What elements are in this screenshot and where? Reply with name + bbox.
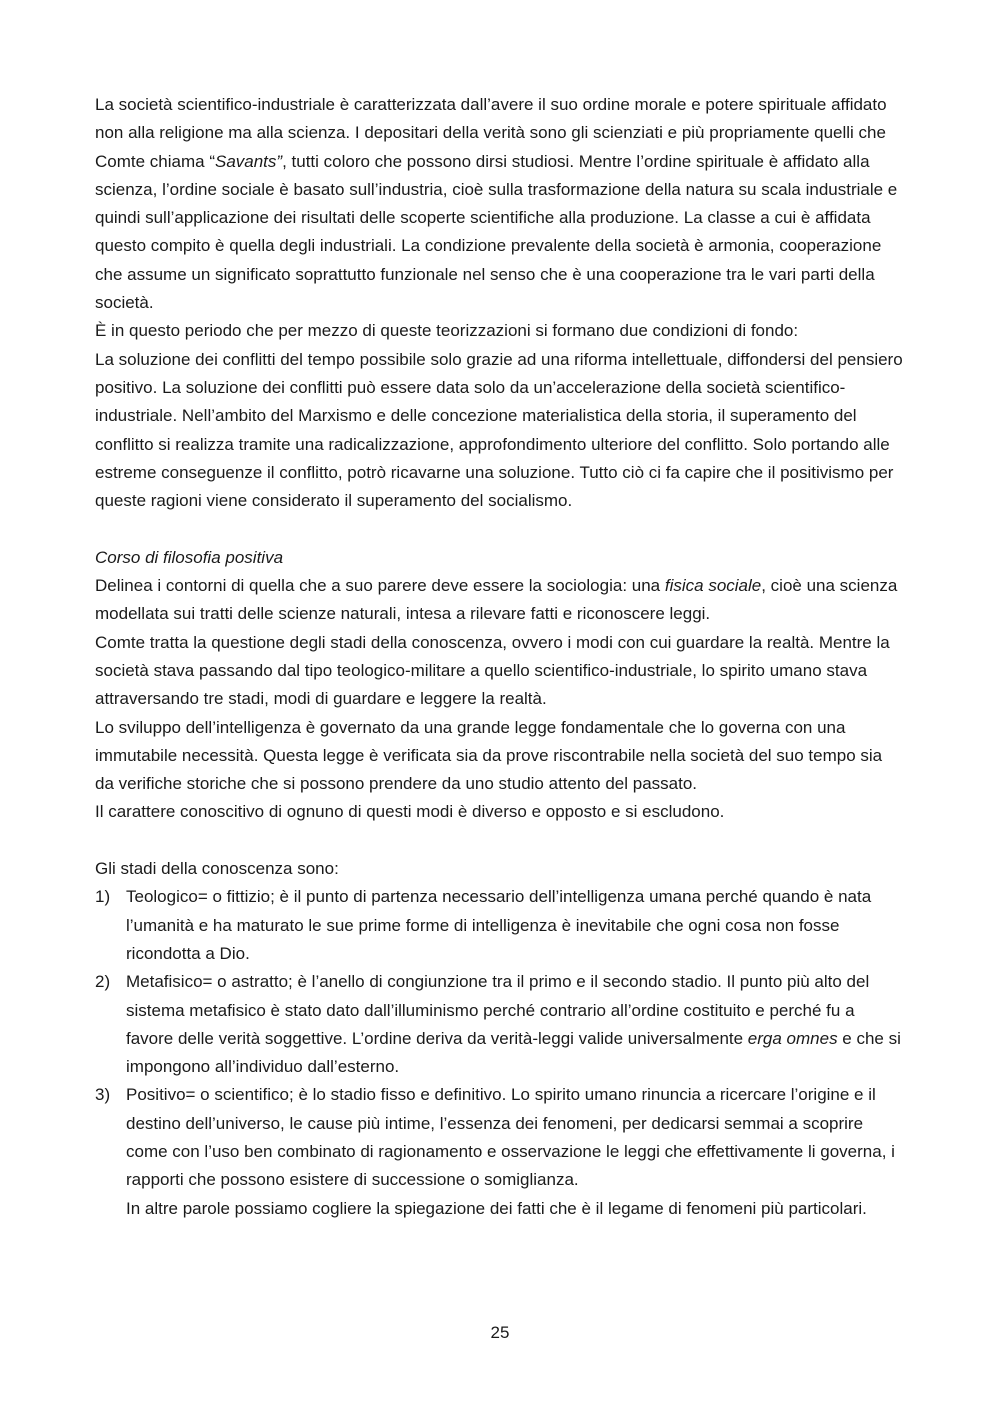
paragraph-stages-question: Comte tratta la questione degli stadi della conoscenza, ovvero i modi con cui guardare la realtà. Mentre la società stava passando dal tipo teologico-militare a quello scientifico-industriale, lo spirito umano stava attraversando tre stadi, modi di guardare e leggere la realtà. — [95, 632, 890, 709]
italic-term-fisica-sociale: fisica sociale — [664, 576, 762, 596]
text-run: , tutti coloro che possono dirsi studiosi. Mentre l’ordine spirituale è affidato alla scienza, l’ordine sociale è basato sull’industria, cioè sulla trasformazione della natura su scala industriale e quindi sull’applicazione dei risultati delle scoperte scientifiche alla produzione. La classe a cui è affidata questo compito è quella degli industriali. La condizione prevalente della società è armonia, cooperazione che assume un significato soprattutto funzionale nel senso che è una cooperazione tra le vari parti della società. — [95, 151, 898, 313]
paragraph-society — [95, 91, 905, 317]
list-item-text: Positivo= o scientifico; è lo stadio fisso e definitivo. Lo spirito umano rinuncia a ricercare l’origine e il destino dell’universo, le cause più intime, l’essenza dei fenomeni, per dedicarsi semmai a scoprire come con l’uso ben combinato di ragionamento e osservazione le leggi che effettivamente li governa, i rapporti che possono esistere di successione o somiglianza. — [126, 1085, 895, 1190]
list-number: 2) — [95, 972, 111, 992]
list-number: 3) — [95, 1085, 111, 1105]
text-run: La società scientifico-industriale è caratterizzata dall’avere il suo ordine morale e potere spirituale affidato non alla religione ma alla scienza. I depositari della verità sono gli scienziati e più propriamente quelli che Comte chiama “ — [95, 95, 887, 171]
stages-list — [95, 883, 905, 1223]
paragraph-conflicts: La soluzione dei conflitti del tempo possibile solo grazie ad una riforma intellettuale, diffondersi del pensiero positivo. La soluzione dei conflitti può essere data solo da un’accelerazione della società scientifico-industriale. Nell’ambito del Marxismo e delle concezione materialistica della storia, il superamento del conflitto si realizza tramite una radicalizzazione, approfondimento ulteriore del conflitto. Solo portando alle estreme conseguenze il conflitto, potrò ricavarne una soluzione. Tutto ciò ci fa capire che il positivismo per queste ragioni viene considerato il superamento del socialismo. — [95, 349, 903, 511]
list-item-text: Metafisico= o astratto; è l’anello di congiunzione tra il primo e il secondo stadio. Il punto più alto del sistema metafisico è stato dato dall’illuminismo perché contrario all’ordine costituito e perché fu a favore delle verità soggettive. L’ordine deriva da verità-leggi valide universalmente — [126, 972, 870, 1048]
italic-term-savants: Savants” — [214, 151, 283, 171]
paragraph-cognitive-character: Il carattere conoscitivo di ognuno di questi modi è diverso e opposto e si escludono. — [95, 802, 725, 822]
list-item-text: e che si impongono all’individuo dall’esterno. — [126, 1028, 901, 1077]
text-run: Delinea i contorni di quella che a suo parere deve essere la sociologia: una — [95, 576, 665, 596]
stages-intro: Gli stadi della conoscenza sono: — [95, 859, 339, 879]
list-item-text: Teologico= o fittizio; è il punto di partenza necessario dell’intelligenza umana perché quando è nata l’umanità e ha maturato le sue prime forme di intelligenza è inevitabile che ogni cosa non fosse ricondotta a Dio. — [126, 887, 872, 963]
section-heading — [95, 544, 905, 572]
list-item-metaphysical — [95, 968, 905, 1081]
list-item-theological — [95, 883, 905, 968]
paragraph-conditions: È in questo periodo che per mezzo di queste teorizzazioni si formano due condizioni di fondo: — [95, 321, 799, 341]
text-run: , cioè una scienza modellata sui tratti delle scienze naturali, intesa a rilevare fatti e riconoscere leggi. — [95, 576, 898, 624]
list-item-positive — [95, 1081, 905, 1222]
section-heading-text: Corso di filosofia positiva — [95, 547, 284, 567]
spacer — [95, 827, 905, 855]
document-page — [95, 91, 905, 1223]
list-number: 1) — [95, 887, 111, 907]
page-number: 25 — [490, 1323, 510, 1342]
paragraph-sociology — [95, 572, 905, 629]
list-item-text: In altre parole possiamo cogliere la spiegazione dei fatti che è il legame di fenomeni più particolari. — [126, 1198, 867, 1218]
spacer — [95, 515, 905, 543]
italic-term-erga-omnes: erga omnes — [747, 1028, 838, 1048]
paragraph-intelligence-law: Lo sviluppo dell’intelligenza è governato da una grande legge fondamentale che lo governa con una immutabile necessità. Questa legge è verificata sia da prove riscontrabile nella società del suo tempo sia da verifiche storiche che si possono prendere da uno studio attento del passato. — [95, 717, 883, 794]
